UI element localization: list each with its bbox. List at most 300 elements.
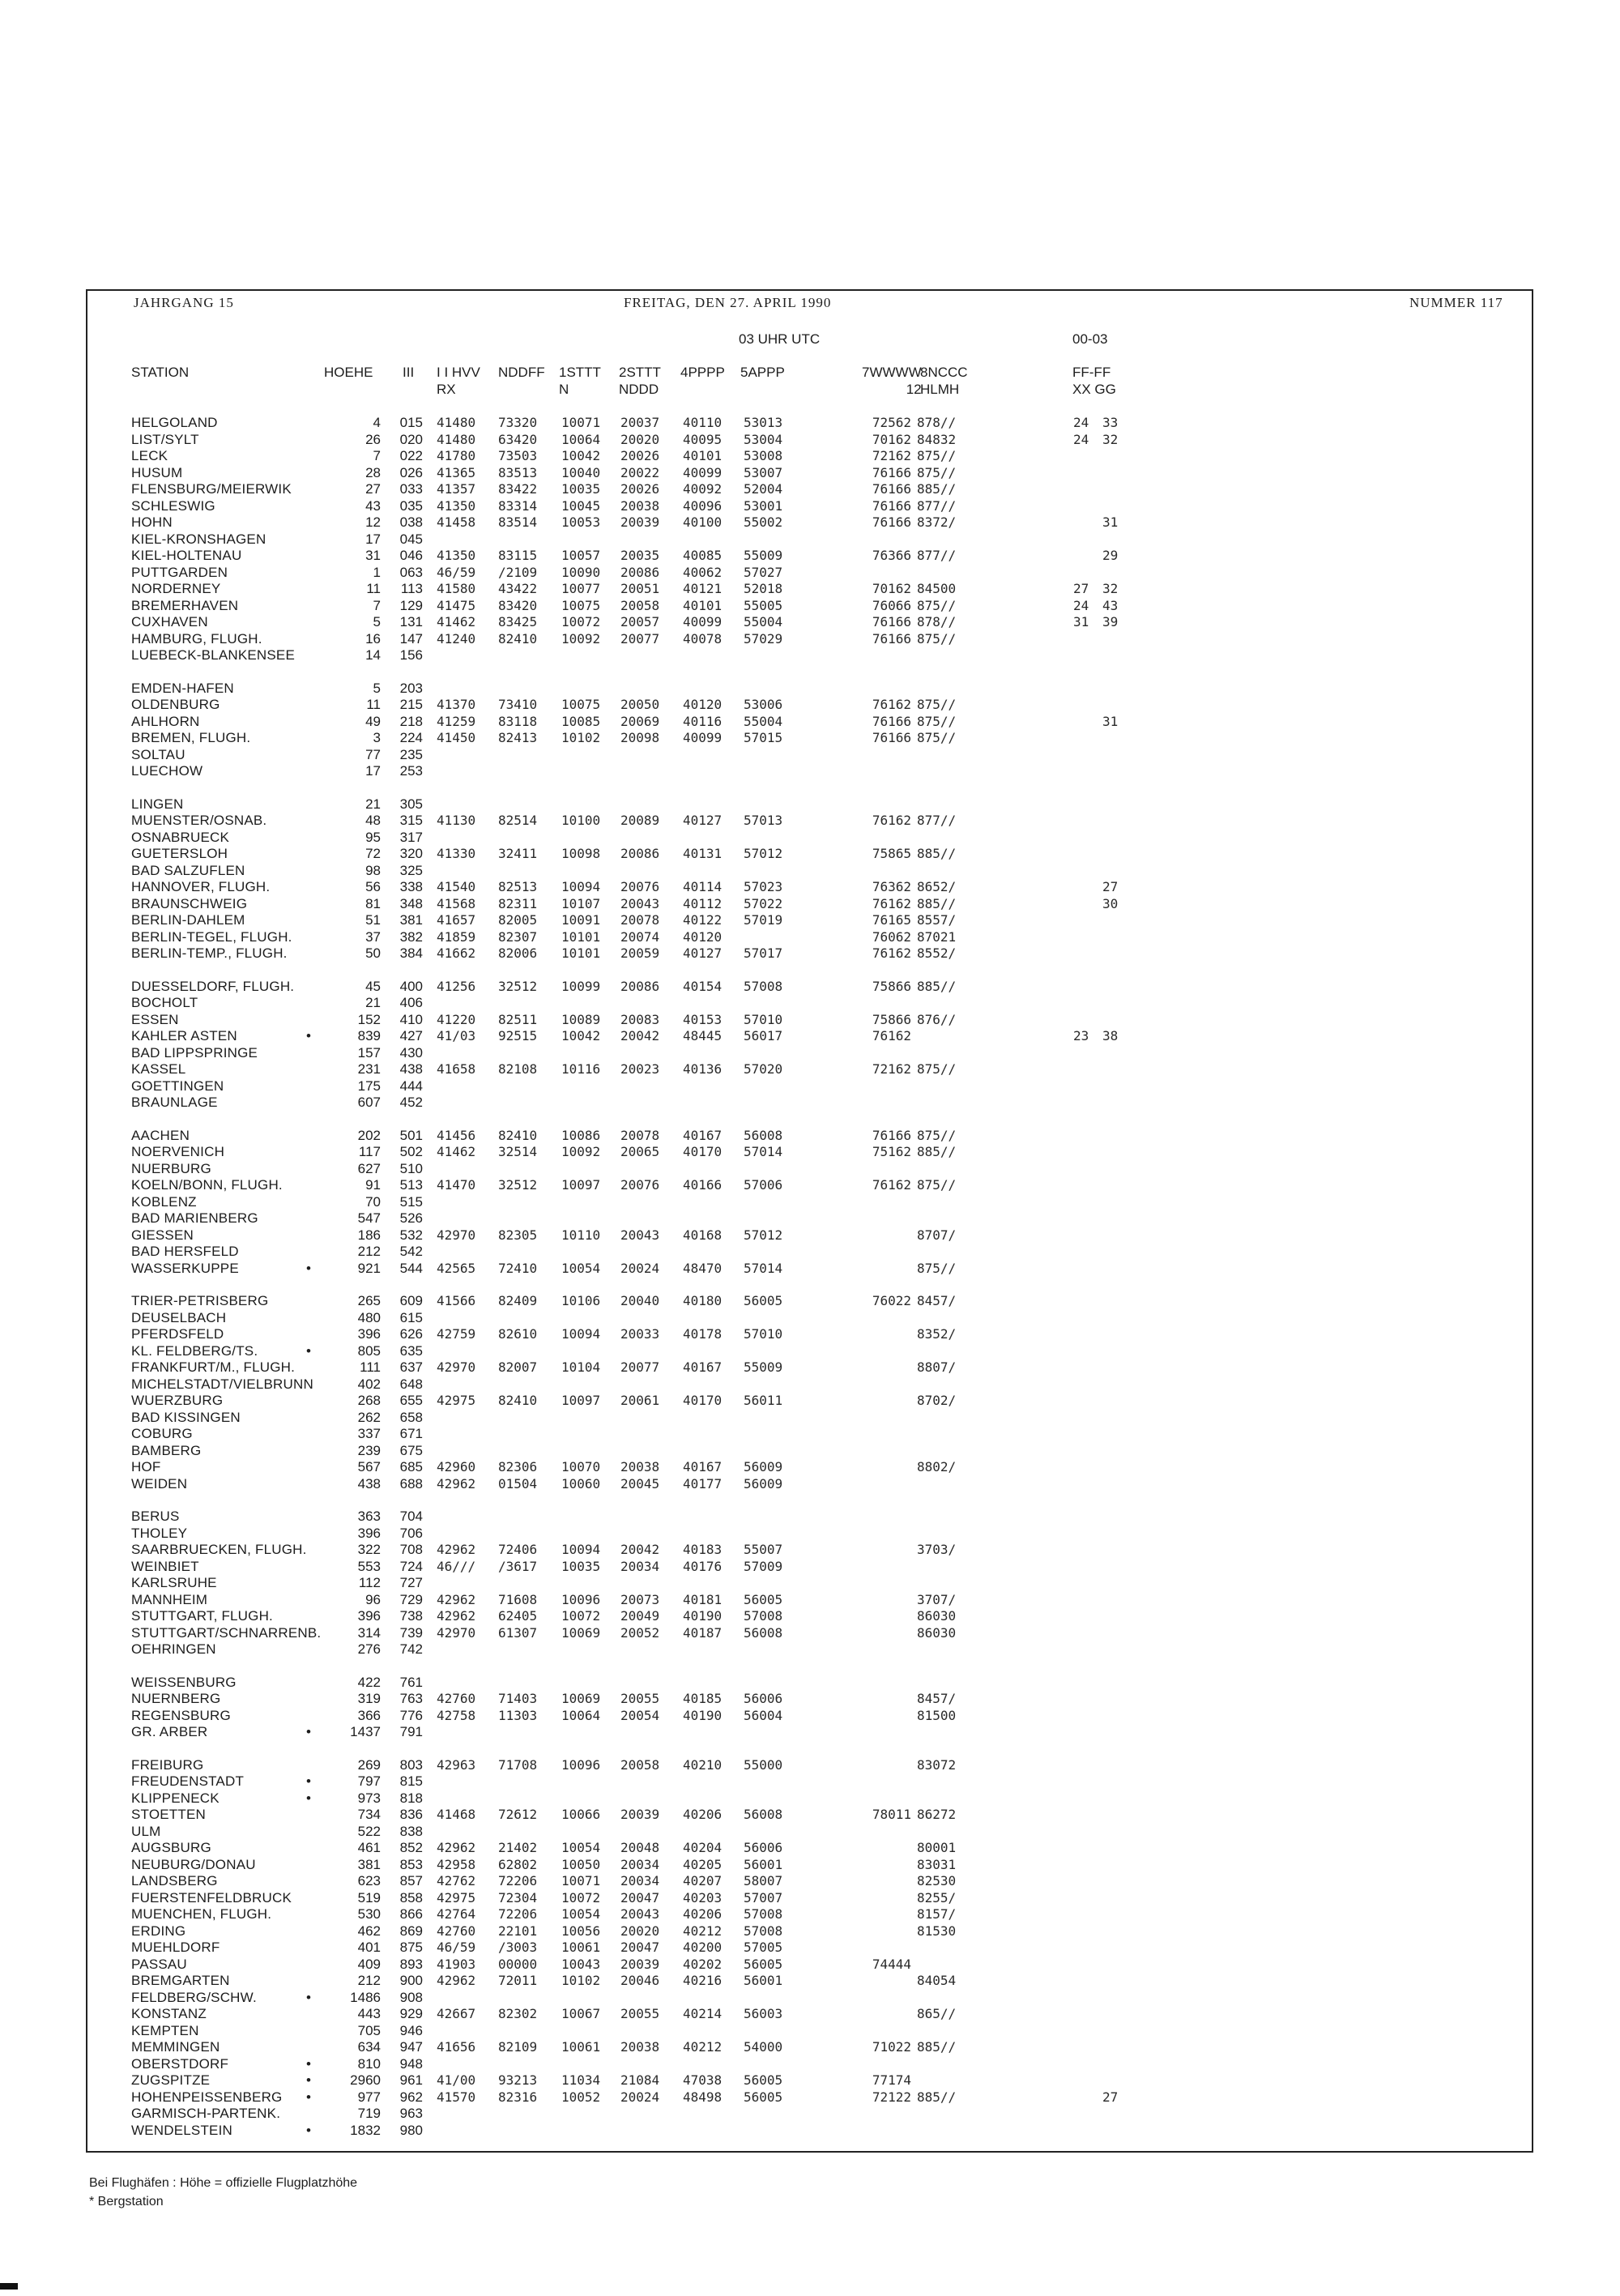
group-2sttt: 20058	[620, 1756, 660, 1773]
group-2sttt: 21084	[620, 2072, 660, 2088]
group-7wwww: 76022	[872, 1293, 911, 1308]
group-5appp: 55007	[744, 1542, 783, 1557]
station-height: 319	[357, 1691, 381, 1706]
group-8nccc: 80001	[917, 1840, 957, 1855]
station-table	[0, 415, 1620, 2139]
group-8nccc: 878//	[917, 415, 957, 430]
station-name: KOBLENZ	[131, 1193, 197, 1210]
col-7wwww: 7WWWW 12	[862, 365, 922, 397]
group-8nccc: 84054	[917, 1973, 957, 1988]
group-1sttt: 10052	[561, 2089, 601, 2105]
station-id: 513	[399, 1177, 423, 1193]
group-5appp: 55009	[744, 1359, 783, 1375]
group-1sttt: 10075	[561, 697, 601, 712]
group-1sttt: 11034	[561, 2072, 601, 2088]
station-id: 131	[399, 614, 423, 629]
group-5appp: 57010	[744, 1326, 783, 1342]
station-name: BREMERHAVEN	[131, 597, 239, 613]
group-hvv: 41/03	[437, 1028, 476, 1043]
group-separator	[0, 780, 1620, 796]
group-8nccc: 8457/	[917, 1293, 957, 1308]
group-nddff: 83115	[498, 548, 538, 563]
station-name: HOHN	[131, 514, 173, 530]
group-hvv: 42762	[437, 1873, 476, 1888]
group-4pppp: 40154	[683, 978, 723, 994]
group-4pppp: 40180	[683, 1293, 723, 1308]
group-8nccc: 875//	[917, 464, 957, 480]
station-name: OLDENBURG	[131, 697, 220, 712]
table-row	[0, 614, 1620, 631]
station-id: 045	[399, 531, 423, 547]
station-height: 530	[357, 1906, 381, 1922]
station-name: WENDELSTEIN	[131, 2122, 232, 2138]
group-nddff: 82409	[498, 1293, 538, 1308]
table-row	[0, 1161, 1620, 1178]
station-id: 218	[399, 713, 423, 729]
station-name: MUENSTER/OSNAB.	[131, 813, 267, 828]
station-height: 4	[373, 415, 381, 430]
group-nddff: 72206	[498, 1873, 538, 1888]
group-8nccc: 8702/	[917, 1393, 957, 1408]
table-row	[0, 912, 1620, 929]
station-height: 202	[357, 1127, 381, 1143]
group-hvv: 41657	[437, 912, 476, 928]
group-2sttt: 20086	[620, 564, 660, 580]
footnote-airport-height: Bei Flughäfen : Höhe = offizielle Flugplatzhöhe	[89, 2176, 358, 2190]
group-8nccc: 86030	[917, 1608, 957, 1624]
group-hvv: 42764	[437, 1906, 476, 1922]
group-1sttt: 10071	[561, 415, 601, 430]
group-8nccc: 865//	[917, 2006, 957, 2021]
group-5appp: 56011	[744, 1393, 783, 1408]
group-8nccc: 81530	[917, 1923, 957, 1939]
group-nddff: /3003	[498, 1940, 538, 1955]
station-height: 462	[357, 1923, 381, 1939]
group-5appp: 55000	[744, 1756, 783, 1773]
group-7wwww: 75865	[872, 846, 911, 861]
group-2sttt: 20034	[620, 1856, 660, 1872]
station-height: 37	[365, 928, 381, 945]
mountain-mark: •	[306, 1773, 311, 1789]
table-row	[0, 1625, 1620, 1642]
gust-ff: 23	[1073, 1028, 1089, 1043]
group-nddff: 83422	[498, 481, 538, 497]
station-height: 111	[360, 1359, 381, 1375]
group-8nccc: 875//	[917, 730, 957, 745]
station-height: 14	[365, 647, 381, 663]
group-nddff: 21402	[498, 1840, 538, 1855]
group-hvv: 42958	[437, 1856, 476, 1872]
group-1sttt: 10094	[561, 879, 601, 894]
group-nddff: 92515	[498, 1028, 538, 1043]
group-7wwww: 76166	[872, 614, 911, 629]
group-hvv: 46///	[437, 1558, 476, 1574]
station-name: MUEHLDORF	[131, 1940, 220, 1955]
group-nddff: 82610	[498, 1326, 538, 1342]
station-name: AUGSBURG	[131, 1840, 211, 1855]
station-id: 900	[399, 1973, 423, 1988]
group-8nccc: 8807/	[917, 1359, 957, 1375]
table-row	[0, 896, 1620, 913]
group-hvv: 42975	[437, 1393, 476, 1408]
group-hvv: 41240	[437, 630, 476, 647]
station-height: 7	[373, 448, 381, 463]
group-4pppp: 40099	[683, 730, 723, 745]
col-ffgg: FF-FF XX GG	[1072, 365, 1116, 397]
table-row	[0, 830, 1620, 847]
group-hvv: 41350	[437, 497, 476, 514]
station-id: 637	[399, 1359, 423, 1375]
group-hvv: 42970	[437, 1227, 476, 1243]
group-nddff: 63420	[498, 431, 538, 447]
group-8nccc: 875//	[917, 1177, 957, 1193]
station-height: 627	[357, 1160, 381, 1176]
table-row	[0, 1691, 1620, 1708]
station-name: MUENCHEN, FLUGH.	[131, 1906, 272, 1922]
group-nddff: 72011	[498, 1973, 538, 1988]
group-hvv: 41780	[437, 448, 476, 463]
group-2sttt: 20055	[620, 2006, 660, 2021]
group-1sttt: 10092	[561, 630, 601, 647]
group-4pppp: 40210	[683, 1756, 723, 1773]
group-1sttt: 10094	[561, 1542, 601, 1557]
station-height: 3	[373, 730, 381, 745]
station-name: FUERSTENFELDBRUCK	[131, 1889, 292, 1906]
group-nddff: 82307	[498, 928, 538, 945]
station-name: THOLEY	[131, 1525, 188, 1541]
group-4pppp: 40190	[683, 1608, 723, 1624]
group-7wwww: 75866	[872, 1011, 911, 1027]
group-2sttt: 20098	[620, 730, 660, 745]
group-1sttt: 10045	[561, 497, 601, 514]
group-hvv: 41480	[437, 431, 476, 447]
station-name: ZUGSPITZE	[131, 2072, 211, 2088]
table-row	[0, 2089, 1620, 2106]
group-4pppp: 40177	[683, 1475, 723, 1492]
group-2sttt: 20022	[620, 464, 660, 480]
group-7wwww: 76166	[872, 1127, 911, 1143]
group-5appp: 55004	[744, 614, 783, 629]
group-hvv: 42962	[437, 1475, 476, 1492]
col-4pppp: 4PPPP	[680, 365, 725, 380]
station-id: 980	[399, 2122, 423, 2138]
group-2sttt: 20059	[620, 945, 660, 961]
group-2sttt: 20051	[620, 581, 660, 596]
table-row	[0, 1144, 1620, 1161]
station-id: 317	[399, 829, 423, 845]
table-row	[0, 1095, 1620, 1112]
station-height: 152	[357, 1011, 381, 1027]
station-name: CUXHAVEN	[131, 614, 208, 629]
group-1sttt: 10075	[561, 597, 601, 613]
table-row	[0, 863, 1620, 880]
station-height: 607	[357, 1095, 381, 1110]
station-name: KIEL-KRONSHAGEN	[131, 531, 266, 547]
group-1sttt: 10072	[561, 1889, 601, 1906]
group-8nccc: 3703/	[917, 1542, 957, 1557]
group-nddff: 82302	[498, 2006, 538, 2021]
group-2sttt: 20043	[620, 1227, 660, 1243]
station-id: 381	[399, 912, 423, 928]
station-id: 708	[399, 1542, 423, 1557]
group-5appp: 56009	[744, 1475, 783, 1492]
station-name: HOHENPEISSENBERG	[131, 2089, 283, 2105]
gust-gg: 27	[1102, 879, 1119, 894]
table-row	[0, 1293, 1620, 1310]
group-8nccc: 8372/	[917, 514, 957, 530]
group-2sttt: 20073	[620, 1591, 660, 1607]
table-row	[0, 1261, 1620, 1278]
group-7wwww: 70162	[872, 431, 911, 447]
group-7wwww: 76166	[872, 481, 911, 497]
group-nddff: 83425	[498, 614, 538, 629]
column-headers	[0, 364, 1620, 401]
station-name: WUERZBURG	[131, 1393, 224, 1408]
group-4pppp: 40114	[683, 879, 723, 894]
group-8nccc: 875//	[917, 1260, 957, 1276]
station-name: STOETTEN	[131, 1807, 206, 1822]
group-5appp: 57017	[744, 945, 783, 961]
col-station: STATION	[131, 365, 190, 380]
group-4pppp: 40214	[683, 2006, 723, 2021]
station-name: KASSEL	[131, 1061, 186, 1077]
table-row	[0, 498, 1620, 515]
group-nddff: 22101	[498, 1923, 538, 1939]
group-nddff: 43422	[498, 581, 538, 596]
group-4pppp: 40170	[683, 1393, 723, 1408]
group-nddff: 71608	[498, 1591, 538, 1607]
group-7wwww: 72122	[872, 2089, 911, 2105]
station-id: 963	[399, 2106, 423, 2121]
group-4pppp: 40181	[683, 1591, 723, 1607]
table-row	[0, 1807, 1620, 1824]
group-nddff: /3617	[498, 1558, 538, 1574]
group-2sttt: 20037	[620, 415, 660, 430]
table-row	[0, 697, 1620, 714]
station-name: FREIBURG	[131, 1756, 204, 1773]
group-8nccc: 885//	[917, 481, 957, 497]
station-id: 836	[399, 1807, 423, 1822]
group-1sttt: 10077	[561, 581, 601, 596]
group-2sttt: 20039	[620, 1807, 660, 1822]
group-2sttt: 20042	[620, 1542, 660, 1557]
group-4pppp: 40190	[683, 1707, 723, 1723]
table-row	[0, 1923, 1620, 1940]
group-1sttt: 10069	[561, 1624, 601, 1641]
station-name: OBERSTDORF	[131, 2055, 229, 2072]
table-row	[0, 565, 1620, 582]
group-separator	[0, 1112, 1620, 1128]
group-2sttt: 20086	[620, 846, 660, 861]
group-4pppp: 40100	[683, 514, 723, 530]
group-4pppp: 40099	[683, 464, 723, 480]
station-id: 544	[399, 1260, 423, 1276]
table-row	[0, 1724, 1620, 1741]
table-row	[0, 598, 1620, 615]
group-4pppp: 40095	[683, 431, 723, 447]
table-row	[0, 1857, 1620, 1874]
group-hvv: 42962	[437, 1608, 476, 1624]
group-hvv: 46/59	[437, 1940, 476, 1955]
group-1sttt: 10097	[561, 1177, 601, 1193]
station-id: 852	[399, 1840, 423, 1855]
group-2sttt: 20033	[620, 1326, 660, 1342]
station-height: 1486	[350, 1989, 381, 2005]
group-5appp: 56005	[744, 2089, 783, 2105]
group-4pppp: 40153	[683, 1011, 723, 1027]
station-name: NEUBURG/DONAU	[131, 1856, 256, 1872]
group-nddff: 83513	[498, 464, 538, 480]
table-row	[0, 1824, 1620, 1841]
station-name: KAHLER ASTEN	[131, 1028, 237, 1043]
group-1sttt: 10050	[561, 1856, 601, 1872]
group-5appp: 55004	[744, 713, 783, 729]
group-1sttt: 10069	[561, 1691, 601, 1706]
station-height: 381	[357, 1856, 381, 1872]
station-height: 95	[365, 829, 381, 845]
station-height: 50	[365, 945, 381, 961]
station-name: BERLIN-DAHLEM	[131, 912, 245, 928]
date-label: FREITAG, DEN 27. APRIL 1990	[624, 295, 832, 310]
station-name: NUERBURG	[131, 1160, 211, 1176]
station-id: 502	[399, 1144, 423, 1159]
group-4pppp: 40212	[683, 2039, 723, 2055]
group-2sttt: 20045	[620, 1475, 660, 1492]
station-name: GIESSEN	[131, 1227, 194, 1243]
station-name: LUEBECK-BLANKENSEE	[131, 647, 296, 663]
table-row	[0, 1177, 1620, 1194]
scan-edge-mark	[0, 2283, 18, 2290]
table-row	[0, 796, 1620, 813]
station-height: 396	[357, 1525, 381, 1541]
group-2sttt: 20034	[620, 1558, 660, 1574]
group-4pppp: 40092	[683, 481, 723, 497]
group-1sttt: 10101	[561, 945, 601, 961]
station-id: 853	[399, 1856, 423, 1872]
group-5appp: 55002	[744, 514, 783, 530]
gust-ff: 27	[1073, 581, 1089, 596]
group-1sttt: 10086	[561, 1127, 601, 1143]
observation-time: 03 UHR UTC	[739, 331, 821, 347]
group-8nccc: 875//	[917, 1127, 957, 1143]
station-height: 16	[365, 630, 381, 647]
table-row	[0, 548, 1620, 565]
table-row	[0, 1840, 1620, 1857]
table-row	[0, 1376, 1620, 1393]
group-8nccc: 82530	[917, 1873, 957, 1888]
table-row	[0, 1310, 1620, 1327]
group-hvv: 41656	[437, 2039, 476, 2055]
group-5appp: 56004	[744, 1707, 783, 1723]
group-hvv: 41480	[437, 415, 476, 430]
group-8nccc: 875//	[917, 1061, 957, 1077]
group-1sttt: 10035	[561, 1558, 601, 1574]
table-row	[0, 1973, 1620, 1990]
group-2sttt: 20046	[620, 1973, 660, 1988]
station-height: 810	[357, 2055, 381, 2072]
group-5appp: 57022	[744, 895, 783, 911]
table-row	[0, 1592, 1620, 1609]
col-iii: III	[403, 365, 415, 380]
table-row	[0, 448, 1620, 465]
group-5appp: 53006	[744, 697, 783, 712]
station-name: BAMBERG	[131, 1442, 202, 1458]
station-height: 1437	[350, 1724, 381, 1739]
station-id: 948	[399, 2055, 423, 2072]
table-row	[0, 1210, 1620, 1227]
station-id: 704	[399, 1509, 423, 1524]
group-5appp: 53004	[744, 431, 783, 447]
group-2sttt: 20076	[620, 879, 660, 894]
group-5appp: 57027	[744, 564, 783, 580]
station-name: BAD MARIENBERG	[131, 1210, 258, 1226]
group-hvv: 42962	[437, 1840, 476, 1855]
group-5appp: 56006	[744, 1691, 783, 1706]
station-id: 410	[399, 1011, 423, 1027]
group-4pppp: 40085	[683, 548, 723, 563]
group-hvv: 42760	[437, 1923, 476, 1939]
station-name: EMDEN-HAFEN	[131, 680, 234, 696]
group-2sttt: 20024	[620, 2089, 660, 2105]
station-name: WEISSENBURG	[131, 1674, 237, 1690]
group-2sttt: 20026	[620, 448, 660, 463]
group-hvv: 41462	[437, 614, 476, 629]
station-id: 655	[399, 1393, 423, 1408]
group-2sttt: 20061	[620, 1393, 660, 1408]
group-2sttt: 20038	[620, 2039, 660, 2055]
group-1sttt: 10085	[561, 713, 601, 729]
group-5appp: 56001	[744, 1973, 783, 1988]
group-2sttt: 20055	[620, 1691, 660, 1706]
table-row	[0, 813, 1620, 830]
station-height: 56	[365, 879, 381, 894]
station-height: 438	[357, 1475, 381, 1492]
station-id: 022	[399, 448, 423, 463]
station-height: 81	[365, 895, 381, 911]
station-height: 396	[357, 1326, 381, 1342]
station-id: 838	[399, 1823, 423, 1839]
group-hvv: 42963	[437, 1756, 476, 1773]
group-2sttt: 20050	[620, 697, 660, 712]
group-5appp: 56006	[744, 1840, 783, 1855]
mountain-mark: •	[306, 1028, 311, 1043]
group-5appp: 55009	[744, 548, 783, 563]
station-id: 635	[399, 1342, 423, 1359]
group-4pppp: 48445	[683, 1028, 723, 1043]
table-row	[0, 1045, 1620, 1062]
group-5appp: 57008	[744, 1923, 783, 1939]
station-height: 268	[357, 1393, 381, 1408]
station-height: 157	[357, 1044, 381, 1061]
group-1sttt: 10053	[561, 514, 601, 530]
col-nddff: NDDFF	[498, 365, 545, 380]
group-nddff: 93213	[498, 2072, 538, 2088]
table-row	[0, 581, 1620, 598]
station-name: LECK	[131, 448, 168, 463]
station-height: 805	[357, 1342, 381, 1359]
station-id: 893	[399, 1956, 423, 1972]
station-id: 026	[399, 464, 423, 480]
station-id: 203	[399, 680, 423, 696]
group-1sttt: 10067	[561, 2006, 601, 2021]
group-7wwww: 76162	[872, 1028, 911, 1043]
station-id: 452	[399, 1095, 423, 1110]
station-id: 961	[399, 2072, 423, 2088]
group-hvv: 41540	[437, 879, 476, 894]
table-row	[0, 1359, 1620, 1376]
group-5appp: 52018	[744, 581, 783, 596]
station-height: 28	[365, 464, 381, 480]
